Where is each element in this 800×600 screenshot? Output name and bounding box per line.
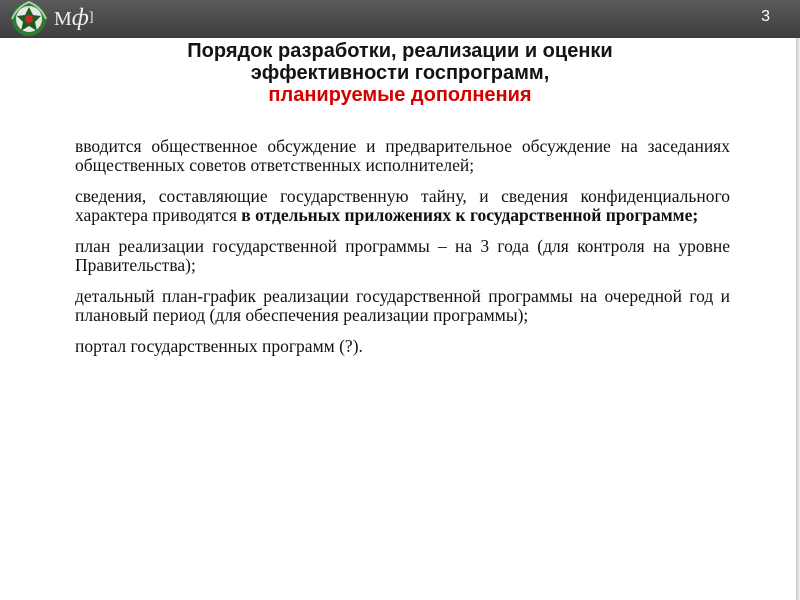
list-item <box>75 137 730 175</box>
header-bar <box>0 0 800 38</box>
list-item <box>75 187 730 225</box>
list-item <box>75 337 730 356</box>
logo-mark <box>54 4 94 33</box>
list-item-text: детальный план-график реализации государственной программы на очередной год и плановый период (для обеспечения реализации программы); <box>75 286 730 325</box>
list-item <box>75 237 730 275</box>
right-edge-rail <box>796 38 800 600</box>
slide-number: 3 <box>761 8 770 25</box>
coat-of-arms-icon <box>9 1 49 37</box>
logo-mark-letter: М <box>54 8 72 30</box>
list-item-text: сведения, составляющие государственную тайну, и сведения конфиденциального характера приводятся <box>75 186 730 225</box>
title-line-2: эффективности госпрограмм, <box>250 62 550 84</box>
logo-mark-symbol: ф <box>71 5 89 31</box>
slide-title <box>100 40 700 106</box>
list-item-text: вводится общественное обсуждение и предварительное обсуждение на заседаниях общественных советов ответственных исполнителей; <box>75 136 730 175</box>
list-item-text: портал государственных программ (?). <box>75 336 363 356</box>
list-item <box>75 287 730 325</box>
list-item-bold-text: в отдельных приложениях к государственной программе; <box>241 205 699 225</box>
title-line-1: Порядок разработки, реализации и оценки <box>187 40 613 62</box>
logo-mark-bracket: ] <box>88 10 94 25</box>
bullet-list <box>75 137 730 368</box>
list-item-text: план реализации государственной программы – на 3 года (для контроля на уровне Правительства); <box>75 236 730 275</box>
title-subtitle: планируемые дополнения <box>268 84 532 106</box>
